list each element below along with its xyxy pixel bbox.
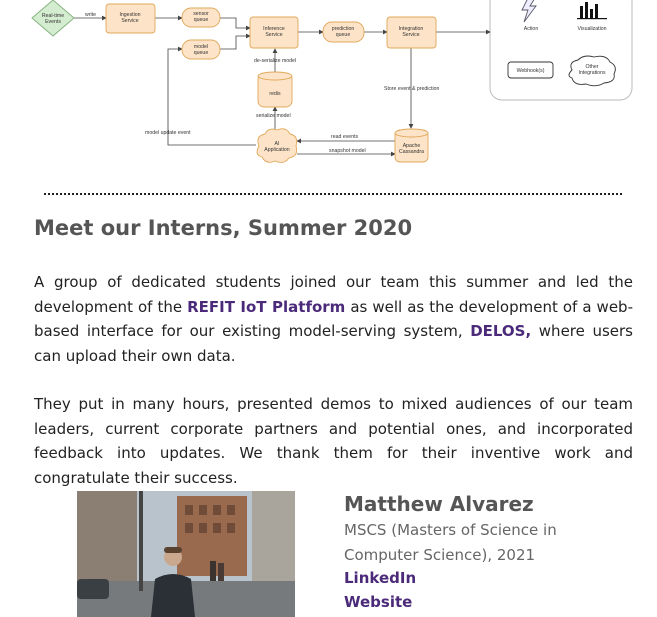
- label-inference: [263, 26, 285, 38]
- node-redis-top: [258, 72, 292, 80]
- integrations-panel: [490, 0, 632, 100]
- label-prediction-l1: prediction: [331, 26, 355, 32]
- bar-chart-icon-bar-2: [585, 2, 588, 18]
- edge-label-model-update: model update event: [145, 130, 191, 136]
- photo-person-body: [151, 574, 195, 617]
- photo-window-5: [185, 523, 193, 533]
- delos-link[interactable]: DELOS,: [470, 322, 532, 340]
- label-model-queue: [194, 44, 209, 56]
- edge-model-inference: [220, 36, 250, 49]
- dotted-divider: [44, 193, 622, 195]
- label-action: Action: [523, 26, 539, 32]
- architecture-diagram: [0, 0, 657, 170]
- edge-label-serialize: serialize model: [256, 113, 291, 119]
- linkedin-link[interactable]: LinkedIn: [344, 569, 417, 587]
- edge-label-store: Store event & prediction: [384, 86, 440, 92]
- section-heading: Meet our Interns, Summer 2020: [34, 216, 413, 240]
- label-cassandra-l2: Cassandra: [398, 149, 425, 155]
- label-webhooks: Webhook(s): [516, 68, 545, 74]
- photo-window-4: [227, 505, 235, 515]
- label-inference-l1: Inference: [263, 26, 285, 32]
- photo-window-1: [185, 505, 193, 515]
- edge-label-read-events: read events: [331, 134, 359, 140]
- photo-pedestrian-2: [218, 563, 224, 581]
- intern-degree: MSCS (Masters of Science in Computer Science), 2021: [344, 521, 557, 564]
- label-visualization: Visualization: [577, 26, 607, 32]
- photo-window-3: [213, 505, 221, 515]
- label-cassandra-l1: Apache: [402, 143, 421, 149]
- label-ingestion-l2: Service: [121, 18, 139, 24]
- label-other-l2: Integrations: [578, 70, 606, 76]
- label-realtime-l1: Real-time: [41, 13, 65, 19]
- intro-text-2: as well as the development of a web-based interface for our existing model-serving system,: [34, 297, 633, 340]
- node-cassandra-top: [395, 129, 428, 137]
- photo-car: [77, 579, 109, 599]
- intro-text-1: A group of dedicated students joined our team this summer and led the development of the: [34, 273, 633, 316]
- edge-label-snapshot: snapshot model: [329, 148, 366, 154]
- photo-window-7: [213, 523, 221, 533]
- edge-label-write: write: [85, 12, 96, 18]
- label-integration-l2: Service: [402, 32, 420, 38]
- photo-pole: [139, 491, 143, 591]
- bar-chart-icon-axis: [577, 18, 607, 19]
- intro-paragraph: [34, 270, 633, 368]
- intern-photo: [77, 491, 295, 617]
- label-ingestion-l1: Ingestion: [119, 12, 141, 18]
- intro-text-3: where users can upload their own data.: [34, 322, 633, 365]
- photo-building-right: [252, 491, 295, 581]
- thanks-paragraph: They put in many hours, presented demos to mixed audiences of our team leaders, current corporate partners and potential ones, and incorporated feedback into updates. We thank them for their inventive work and congratulate their success.: [34, 395, 633, 487]
- bar-chart-icon-bar-3: [590, 9, 593, 18]
- bar-chart-icon-bar-1: [580, 6, 583, 18]
- label-model-l2: queue: [193, 50, 209, 56]
- photo-person-hair: [164, 547, 182, 553]
- label-prediction-l2: queue: [335, 32, 351, 38]
- photo-pedestrian-1: [210, 561, 216, 581]
- label-integration-l1: Integration: [398, 26, 424, 32]
- label-sensor-queue: [193, 11, 209, 23]
- photo-window-8: [227, 523, 235, 533]
- label-realtime-l2: Events: [45, 19, 61, 25]
- label-other-l1: Other: [585, 64, 599, 70]
- photo-window-2: [199, 505, 207, 515]
- label-redis: redis: [269, 91, 281, 97]
- label-sensor-l2: queue: [193, 17, 209, 23]
- intern-name: Matthew Alvarez: [344, 492, 534, 516]
- photo-building-left: [77, 491, 137, 586]
- bar-chart-icon-bar-4: [595, 4, 598, 18]
- label-inference-l2: Service: [265, 32, 283, 38]
- photo-window-6: [199, 523, 207, 533]
- label-model-l1: model: [193, 44, 209, 50]
- label-ai-l2: Application: [264, 147, 290, 153]
- label-ai-l1: AI: [274, 141, 280, 147]
- label-sensor-l1: sensor: [193, 11, 209, 17]
- refit-iot-platform-link[interactable]: REFIT IoT Platform: [187, 297, 346, 316]
- label-ingestion: [119, 12, 140, 24]
- edge-label-deserialize: de-serialize model: [254, 58, 297, 64]
- label-realtime-events: [42, 13, 64, 25]
- website-link[interactable]: Website: [344, 593, 413, 611]
- edge-sensor-inference: [220, 18, 250, 28]
